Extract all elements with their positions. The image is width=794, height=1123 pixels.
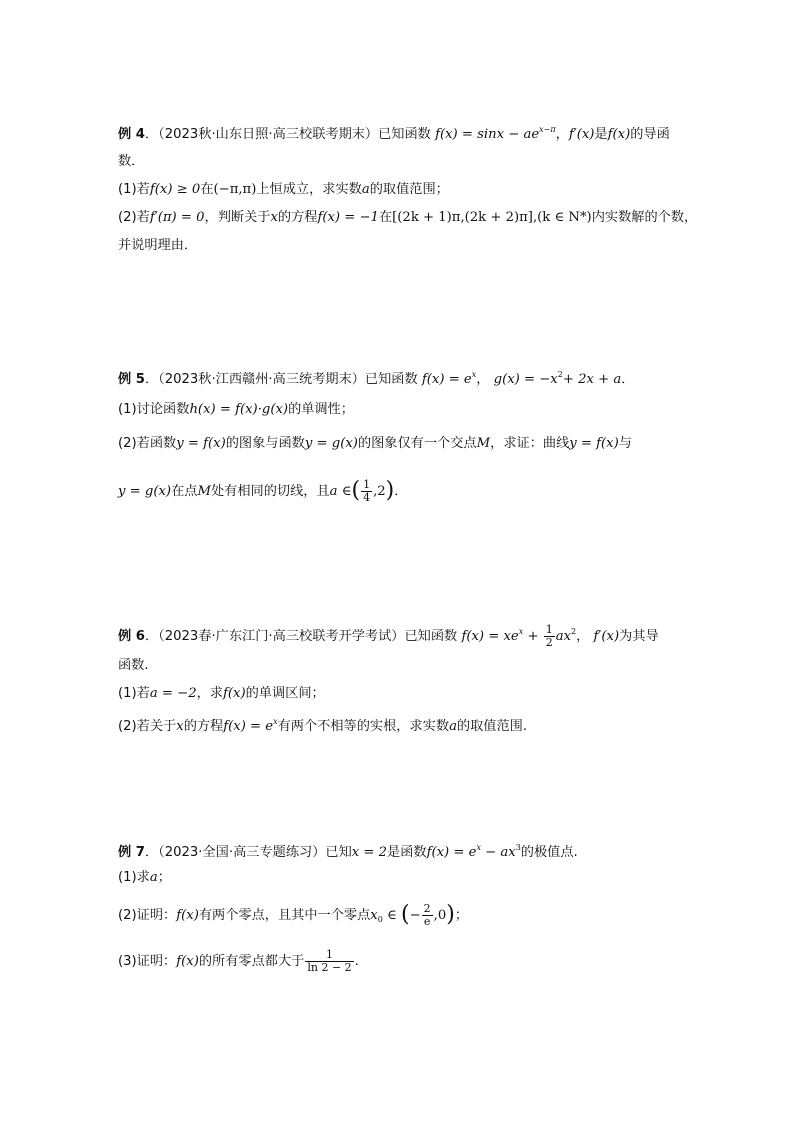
ex6-q1-fx: f(x) [223,686,246,701]
ex6-q2-eq-exp: x [273,717,278,726]
ex4-fx: f(x) [607,127,631,142]
ex4-q2-mid2: 的方程 [277,210,318,225]
ex6-source: ．（2023春·广东江门·高三校联考开学考试）已知函数 [144,629,458,644]
ex7-q3-fraction [305,949,353,974]
ex7-q2-tail: ； [454,908,469,923]
ex7-q2-in: ∈ [382,908,401,923]
ex7-right-paren: ) [446,902,455,927]
ex6-q2-mid: 的方程 [183,719,224,734]
ex6-fx: f′(x) [593,629,620,644]
ex6-line2-text: 函数. [118,658,149,673]
ex5-after-frac: ,2 [373,484,386,499]
ex5-q2-line2 [118,474,407,509]
ex7-q2-frac-num: 2 [423,901,431,915]
ex7-q2 [118,898,468,937]
ex7-q2-fx: f(x) [176,908,199,923]
ex5-line1 [118,365,634,390]
ex5-q2-and: 与 [618,436,632,451]
ex7-minus: − [409,908,421,923]
ex5-q2-M: M [476,436,491,451]
ex6-frac-num: 1 [545,622,553,636]
ex4-deriv: f′(x) [568,127,595,142]
ex5-right-paren: ) [385,478,395,503]
ex5-q2-end: ． [394,484,408,499]
ex4-line2 [118,152,144,172]
ex4-q2-tail: 内实数解的个数， [591,210,698,225]
ex6-line1 [118,617,659,652]
ex7-f-rest: − ax [480,845,516,860]
ex7-tail: 的极值点. [520,845,578,860]
ex4-q2-line2 [118,236,197,256]
ex5-g-exp: 2 [557,370,563,379]
ex5-q1 [118,400,354,420]
ex4-q1 [118,180,449,200]
ex7-mid: 是函数 [387,845,427,860]
ex6-q1-cond: a = −2 [149,686,197,701]
ex7-q3 [118,946,359,978]
ex7-source: ．（2023·全国·高三专题练习）已知 [144,845,352,860]
ex7-q2-x0-sub: 0 [377,915,383,924]
ex4-q1-tail: 的取值范围； [369,182,449,197]
ex4-q2-eq: f(x) = −1 [317,210,379,225]
ex5-f-def: f(x) = e [421,372,472,387]
ex4-q2 [118,208,697,228]
ex6-q1 [118,684,325,704]
ex6-q1-prefix: (1)若 [118,686,150,701]
ex6-q2-mid2: 有两个不相等的实根，求实数 [277,719,450,734]
ex4-deriv-suffix: 的导函 [630,127,670,142]
ex6-q1-tail: 的单调区间； [245,686,325,701]
ex4-q2-cond: f′(π) = 0 [149,210,205,225]
ex5-g-rest: + 2x + a [562,372,622,387]
ex6-q1-mid: ，求 [196,686,223,701]
ex5-q2 [118,434,632,454]
ex6-q2 [118,712,527,737]
ex6-f-exp: x [518,627,524,636]
ex4-q1-a: a [361,182,370,197]
ex4-line2-text: 数． [118,154,145,169]
ex7-q2-prefix: (2)证明： [118,908,177,923]
ex7-q2-frac-den: e [422,915,433,928]
ex6-q2-prefix: (2)若关于 [118,719,177,734]
ex7-q2-fraction [422,903,433,928]
ex4-label: 例 4 [118,127,145,142]
ex4-q2-in: 在 [378,210,393,225]
ex5-q2-prefix: (2)若函数 [118,436,177,451]
ex5-q2-yf2: y = f(x) [569,436,619,451]
ex7-q3-tail: . [354,954,359,969]
ex4-q2-interval: [(2k + 1)π,(2k + 2)π],(k ∈ N*) [392,210,592,225]
ex5-q2-mid3: ，求证：曲线 [490,436,570,451]
ex7-q3-fx: f(x) [176,954,199,969]
ex5-source: ．（2023秋·江西赣州·高三统考期末）已知函数 [144,372,418,387]
ex5-q1-h: h(x) = f(x)·g(x) [189,402,289,417]
ex4-q1-suffix: 上恒成立，求实数 [256,182,362,197]
ex7-f-def: f(x) = e [426,845,477,860]
ex5-f-exp: x [471,370,477,379]
ex6-plus: + [523,629,543,644]
ex6-sep: ， [576,629,590,644]
ex6-fraction [544,624,555,649]
ex5-q2-l2-a: 在点 [171,484,198,499]
ex4-q2-mid: ，判断关于 [204,210,271,225]
ex7-left-paren: ( [400,902,410,927]
ex6-q2-a: a [449,719,457,734]
ex5-q2-yg: y = g(x) [304,436,358,451]
ex6-q2-tail: 的取值范围. [456,719,528,734]
ex4-q2-x: x [270,210,278,225]
ex7-q1-a: a [149,870,158,885]
ex4-sep: ， [555,127,569,142]
ex4-func-exp: x−π [539,125,556,134]
ex5-frac-num: 1 [363,477,371,491]
ex6-f-rest: ax [555,629,572,644]
ex7-f-rest-exp: 3 [515,843,521,852]
ex7-x-eq: x = 2 [351,845,388,860]
ex5-q2-l2-M: M [197,484,211,499]
ex4-q1-prefix: (1)若 [118,182,150,197]
ex6-label: 例 6 [118,629,145,644]
ex5-fraction [361,479,372,504]
ex4-q1-in: 在 [200,182,214,197]
ex5-g-def: g(x) = −x [493,372,558,387]
ex4-func: f(x) = sinx − ae [435,127,540,142]
ex5-label: 例 5 [118,372,145,387]
ex6-line2 [118,656,149,676]
ex5-q1-prefix: (1)讨论函数 [118,402,190,417]
ex5-end: ． [621,372,635,387]
ex5-q2-yf: y = f(x) [176,436,226,451]
ex7-q3-mid: 的所有零点都大于 [198,954,305,969]
ex5-q1-tail: 的单调性； [288,402,354,417]
ex6-f-rest-exp: 2 [571,627,577,636]
ex6-q2-x: x [176,719,184,734]
ex7-q1-tail: ； [157,870,171,885]
ex5-q2-mid: 的图象与函数 [225,436,305,451]
ex4-q1-interval: (−π,π) [213,182,257,197]
ex6-q2-eq: f(x) = e [223,719,274,734]
ex5-frac-den: 4 [363,490,371,504]
ex7-q3-frac-num: 1 [326,947,334,961]
ex7-q2-after: ,0 [433,908,447,923]
ex4-q2-line2-text: 并说明理由． [118,238,198,253]
ex4-source: ．（2023秋·山东日照·高三校联考期末）已知函数 [144,127,431,142]
ex7-q2-x0: x [370,908,378,923]
ex5-q2-l2-b: 处有相同的切线，且 [210,484,330,499]
ex4-q2-prefix: (2)若 [118,210,150,225]
ex4-line1 [118,120,670,145]
ex5-q2-l2-in: a ∈ [329,484,352,499]
ex6-f-def: f(x) = xe [461,629,519,644]
ex4-q1-ineq: f(x) ≥ 0 [149,182,201,197]
ex5-left-paren: ( [351,478,361,503]
ex7-f-exp: x [476,843,481,852]
ex7-q2-mid: 有两个零点，且其中一个零点 [198,908,371,923]
ex7-q1 [118,868,171,888]
ex5-q2-l2-yg: y = g(x) [118,484,172,499]
ex7-q3-frac-den: ln 2 − 2 [307,960,352,974]
ex6-tail: 为其导 [619,629,659,644]
ex7-label: 例 7 [118,845,145,860]
ex7-line1 [118,838,578,863]
ex4-is: 是 [594,127,608,142]
ex5-q2-mid2: 的图象仅有一个交点 [357,436,477,451]
ex5-sep: ， [476,372,490,387]
ex7-q3-prefix: (3)证明： [118,954,177,969]
ex7-q1-prefix: (1)求 [118,870,150,885]
ex6-frac-den: 2 [545,635,553,649]
